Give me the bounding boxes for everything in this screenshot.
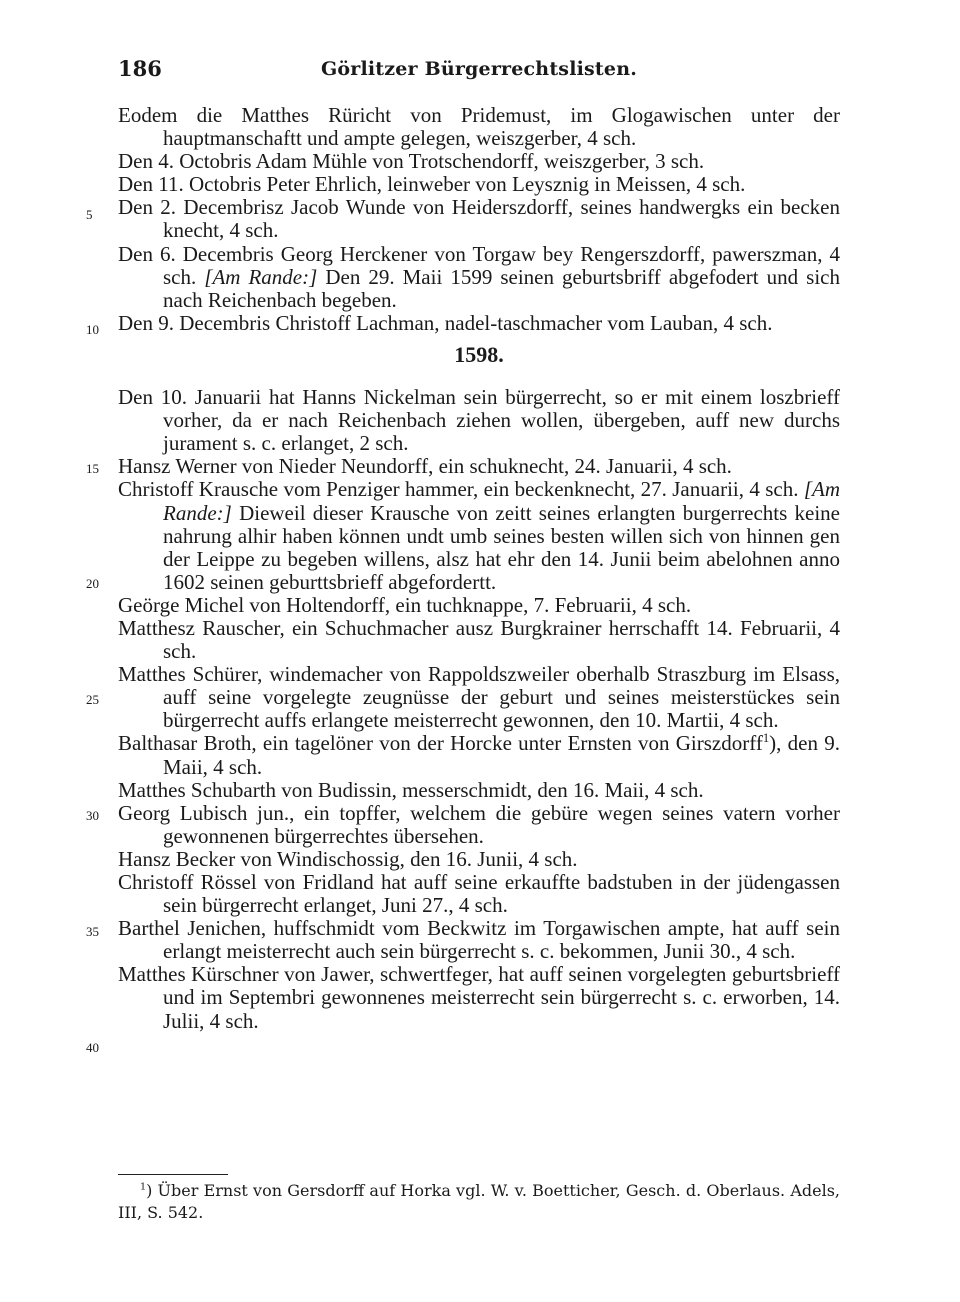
line-number: 35	[86, 924, 99, 939]
entry-text: ), den 9. Maii, 4 sch.	[163, 731, 840, 779]
line-number: 10	[86, 322, 99, 337]
register-entry: Matthes Kürschner von Jawer, schwertfeger, hat auff seinen vorgelegten geburtsbrieff und im Septembri gewonnenes meisterrecht sein bürgerrecht s. c. erworben, 14. Julii, 4 sch.	[118, 962, 840, 1033]
footnote-marker: 1	[140, 1181, 147, 1193]
line-number: 30	[86, 808, 99, 823]
margin-note-marker: [Am Rande:]	[204, 264, 318, 289]
register-entry: Den 4. Octobris Adam Mühle von Trotschendorff, weiszgerber, 3 sch.	[118, 149, 705, 174]
register-entry: Georg Lubisch jun., ein topffer, welchem die gebüre wegen seines vatern vorher gewonnenen bürgerrechtes übersehen.	[118, 800, 840, 848]
register-entry: Geörge Michel von Holtendorff, ein tuchknappe, 7. Februarii, 4 sch.	[118, 592, 692, 617]
register-entry	[118, 478, 840, 593]
register-entry	[118, 243, 840, 312]
entry-text: Den 6. Decembris Georg Herckener von Torgaw bey Rengerszdorff, pawerszman, 4 sch.	[118, 241, 840, 289]
register-entry	[118, 732, 840, 778]
main-text	[118, 104, 840, 1033]
year-heading: 1598.	[454, 341, 504, 367]
line-number: 5	[86, 207, 93, 222]
register-entry: Matthes Schürer, windemacher von Rappoldszweiler oberhalb Straszburg im Elsass, auff seine vorgelegte zeugnüsse der geburt und seines meisterstückes sein bürgerrecht auffs erlangete meisterrecht gewonnen, den 10. Martii, 4 sch.	[118, 662, 840, 733]
register-entry: Matthesz Rauscher, ein Schuchmacher ausz Burgkrainer herrschafft 14. Februarii, 4 sch.	[118, 615, 840, 664]
entry-text: Den 29. Maii 1599 seinen geburtsbriff abgefodert und sich nach Reichenbach begeben.	[163, 264, 840, 312]
register-entry: Hansz Werner von Nieder Neundorff, ein schuknecht, 24. Januarii, 4 sch.	[118, 454, 732, 479]
running-title: Görlitzer Bürgerrechtslisten.	[320, 58, 638, 80]
line-number: 25	[86, 692, 99, 707]
page-header	[118, 56, 840, 90]
line-number: 40	[86, 1040, 99, 1055]
register-entry: Hansz Becker von Windischossig, den 16. Junii, 4 sch.	[118, 846, 578, 871]
entry-text: Balthasar Broth, ein tagelöner von der Horcke unter Ernsten von Girszdorff	[118, 731, 763, 756]
register-entry: Den 10. Januarii hat Hanns Nickelman sein bürgerrecht, so er mit einem loszbrieff vorher, da er nach Reichenbach ziehen wollen, übergeben, auff new durchs jurament s. c. erlanget, 2 sch.	[118, 385, 840, 456]
line-number: 20	[86, 576, 99, 591]
register-entry: Den 11. Octobris Peter Ehrlich, leinweber von Leysznig in Meissen, 4 sch.	[118, 172, 746, 197]
footnote	[118, 1180, 840, 1224]
page-number: 186	[118, 56, 162, 81]
entry-text: Christoff Krausche vom Penziger hammer, ein beckenknecht, 27. Januarii, 4 sch.	[118, 477, 804, 502]
footnote-divider	[118, 1174, 228, 1175]
margin-note-marker: [Am Rande:]	[163, 477, 840, 525]
entry-text: Dieweil dieser Krausche von zeitt seines erlangten burgerrechts keine nahrung alhir haben können undt umb seines besten willen sich von hinnen gen der Leippe zu begeben willens, alsz hat ehr den 14. Junii beim abelohnen anno 1602 seinen geburttsbrieff abgefordertt.	[163, 500, 840, 594]
line-number: 15	[86, 461, 99, 476]
register-entry: Den 9. Decembris Christoff Lachman, nadel-taschmacher vom Lauban, 4 sch.	[118, 310, 773, 335]
register-entry: Den 2. Decembrisz Jacob Wunde von Heiderszdorff, seines handwergks ein becken knecht, 4 sch.	[118, 195, 840, 243]
register-entry: Matthes Schubarth von Budissin, messerschmidt, den 16. Maii, 4 sch.	[118, 777, 704, 802]
register-entry: Barthel Jenichen, huffschmidt vom Beckwitz im Torgawischen ampte, hat auff sein erlangt meisterrecht auch sein bürgerrecht s. c. bekommen, Junii 30., 4 sch.	[118, 916, 840, 964]
footnote-reference: 1	[762, 731, 770, 746]
footnote-text: ) Über Ernst von Gersdorff auf Horka vgl. W. v. Boetticher, Gesch. d. Oberlaus. Adels, III, S. 542.	[118, 1181, 840, 1222]
register-entry: Eodem die Matthes Rüricht von Pridemust, im Glogawischen unter der hauptmanschaftt und ampte gelegen, weiszgerber, 4 sch.	[118, 103, 840, 151]
register-entry: Christoff Rössel von Fridland hat auff seine erkauffte badstuben in der jüdengassen sein bürgerrecht erlanget, Juni 27., 4 sch.	[118, 870, 840, 918]
